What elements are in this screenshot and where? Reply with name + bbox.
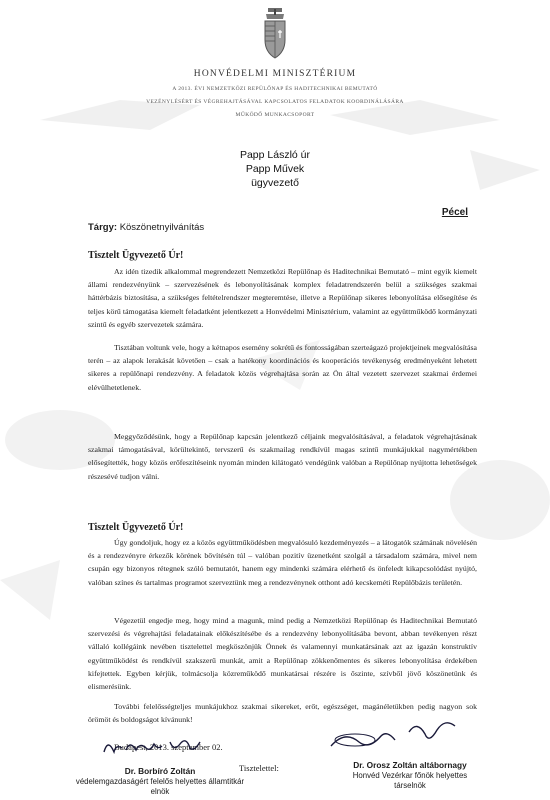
signatory-role-secondary: elnök [150,787,170,796]
subject-text: Köszönetnyilvánítás [119,222,205,233]
body-paragraph: További felelősségteljes munkájukhoz szakmai sikereket, erőt, egészséget, magánéletükben pedig nagyon sok örömöt és boldogságot kívánunk! [88,702,477,725]
signature-image [325,712,465,758]
letterhead-line-3: MŰKÖDŐ MUNKACSOPORT [235,112,315,118]
signatory-name: Dr. Orosz Zoltán altábornagy [353,760,467,770]
body-paragraph: Végezetül engedje meg, hogy mind a magunk, mind pedig a Nemzetközi Repülőnap és Haditechnikai Bemutató szervezési és végrehajtási feladatainak előkészítésébe és a rendezvény lebonyolításába bevont, abban tevékenyen részt vállaló kollégáink nevében tisztelettel megköszönjük Önnek és valamennyi munkatársának azt az igazán konstruktív együttműködést és rendkívül szakszerű munkát, amit a Repülőnap zökkenőmentes és sikeres lebonyolítása érdekében kifejtettek. Egyben kérjük, tolmácsolja közreműködő munkatársai részére is őszinte, szívből jövő köszönetünk és elismerésünk. [88,616,477,692]
letterhead-line-2: VEZÉNYLÉSÉRT ÉS VÉGREHAJTÁSÁVAL KAPCSOLATOS FELADATOK KOORDINÁLÁSÁRA [146,99,404,105]
subject-line [88,222,204,233]
body-paragraph: Úgy gondoljuk, hogy ez a közös együttműködésben megvalósuló kezdeményezés – a látogatók számának növelésén és a rendezvényre érkezők körének bővítésén túl – valóban pozitív üzenetként szolgál a társadalom számára, mivel nem csupán egy bizonyos rétegnek szóló bemutatót, hanem egy mindenki számára elérhető és önfeledt kikapcsolódást nyújtó, valóban színes és tartalmas programot szerveztünk meg a rendezvénynek otthont adó kecskeméti Repülőbázis területén. [88,538,477,587]
ministry-name: HONVÉDELMI MINISZTÉRIUM [193,69,357,79]
recipient-name: Papp László úr [239,149,311,161]
body-paragraph: Tisztában voltunk vele, hogy a kétnapos esemény sokrétű és fontosságában szerteágazó projektjeinek megvalósítása terén – az alapok lerakását követően – csak a hatékony koordinációs és kooperációs tevékenység eredményeként lehetett sikeres a repülőnapi rendezvény. A feladatok közös végrehajtása során az Ön által vezetett szervezet szakmai érdemei elévülhetetlenek. [88,343,477,392]
recipient-company: Papp Művek [245,163,305,175]
signatory-role: védelemgazdaságért felelős helyettes államtitkár [75,777,245,786]
body-paragraph: Meggyőződésünk, hogy a Repülőnap kapcsán jelentkező céljaink megvalósításával, a feladatok végrehajtásának szakmai támogatásával, körültekintő, tervszerű és szakmailag rendkívül magas szintű munkájukkal nagymértékben elősegítették, hogy közös erőfeszítéseink nyomán minden kilátogató vendégünk valóban a Repülőnap nyújtotta lehetőségek részesévé tudjon válni. [88,432,477,481]
closing-phrase: Tisztelettel: [239,763,279,773]
recipient-city: Pécel [441,207,468,218]
subject-label: Tárgy: [88,222,118,233]
signature-image [100,722,210,762]
salutation: Tisztelt Ügyvezető Úr! [88,250,184,261]
signatory-name: Dr. Borbíró Zoltán [124,766,196,776]
letter-date: Budapest, 2013. szeptember 02. [114,742,223,752]
signatory-role: Honvéd Vezérkar főnök helyettes [352,771,468,780]
letterhead-line-1: A 2013. ÉVI NEMZETKÖZI REPÜLŐNAP ÉS HADITECHNIKAI BEMUTATÓ [172,86,378,92]
coat-of-arms-icon [261,8,289,60]
salutation-second: Tisztelt Ügyvezető Úr! [88,522,184,533]
recipient-title: ügyvezető [251,177,299,189]
signatory-role-secondary: társelnök [394,781,426,790]
body-paragraph: Az idén tizedik alkalommal megrendezett Nemzetközi Repülőnap és Haditechnikai Bemutató – mint egyik kiemelt állami rendezvényünk – szervezésének és lebonyolításának komplex feladatrendszerén belül a szükséges szakmai háttérbázis biztosítása, a szükséges feltételrendszer megteremtése, illetve a Repülőnap sikeres lebonyolítása elősegítése és teljes körű támogatása kiemelt feladatként jelentkezett a Honvédelmi Minisztérium, valamint az együttműködő kormányzati szintű és egyéb szervezetek számára. [88,267,477,329]
